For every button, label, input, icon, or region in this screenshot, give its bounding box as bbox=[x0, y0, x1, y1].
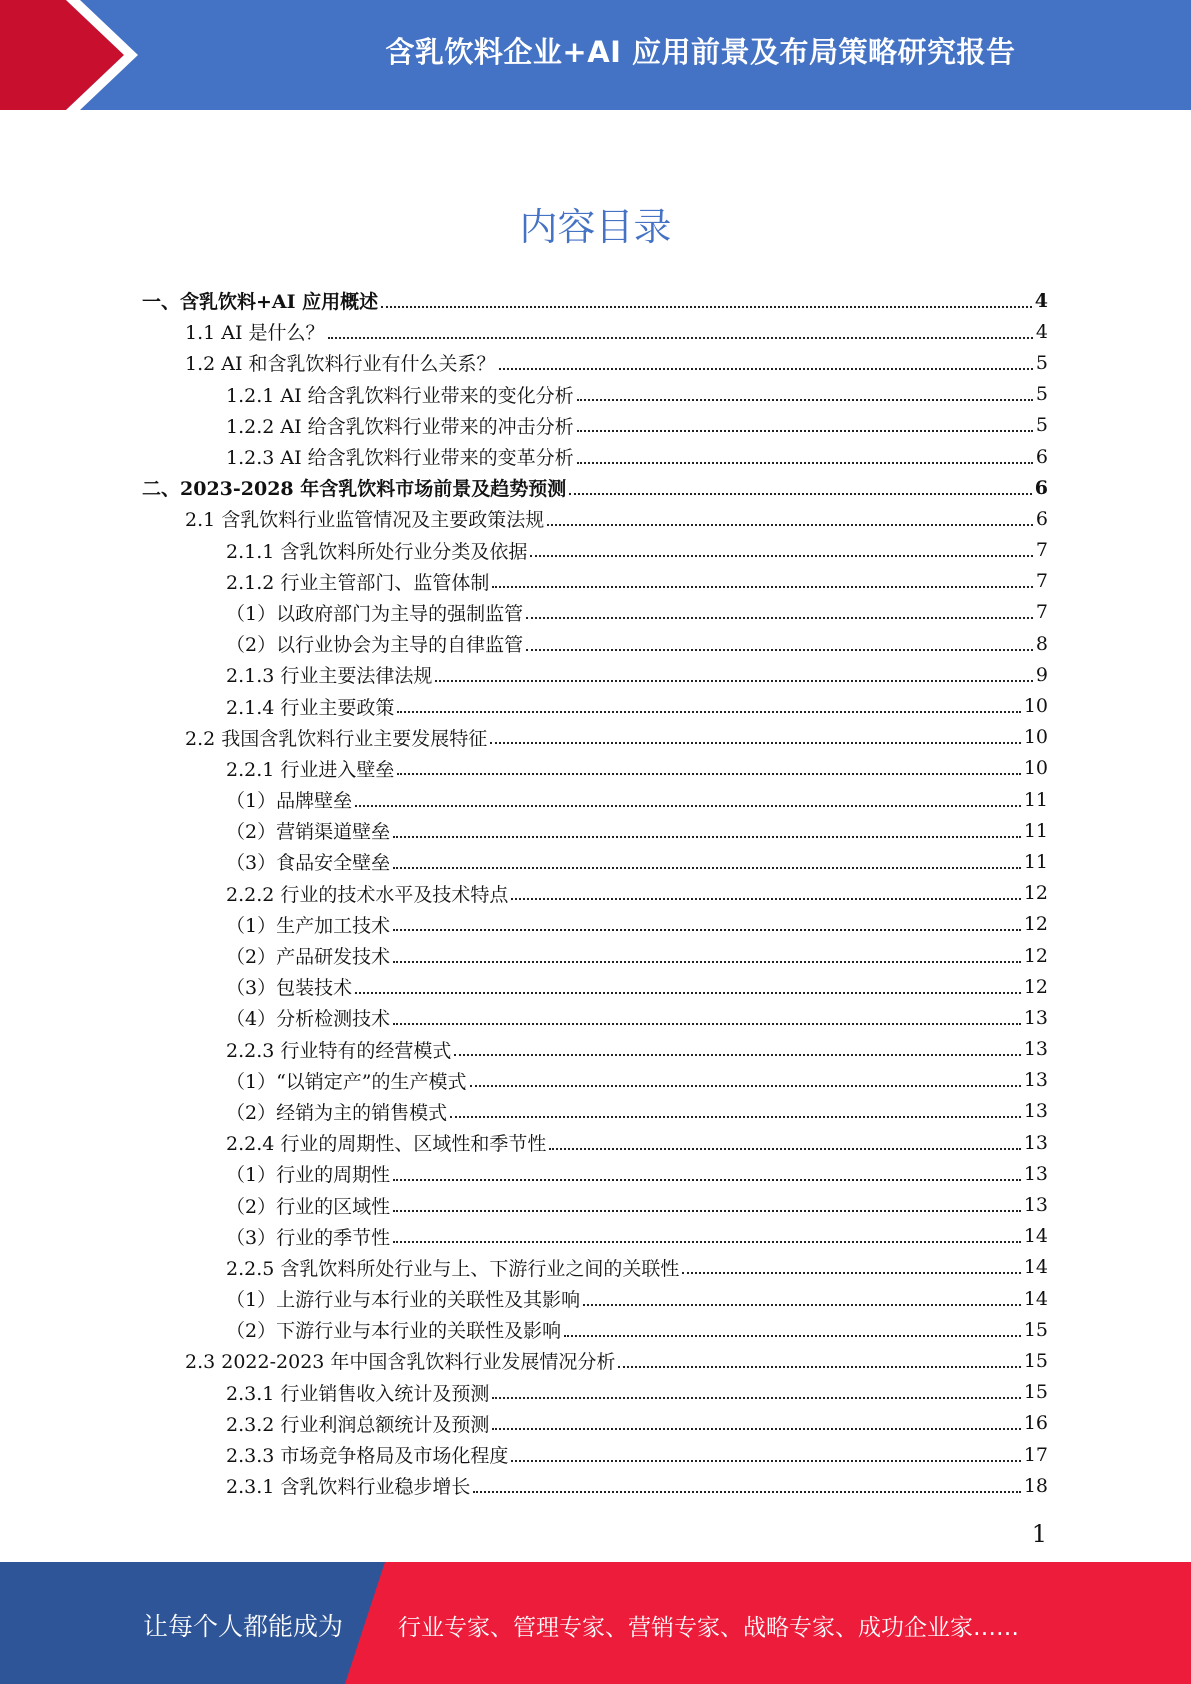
page-footer bbox=[0, 1562, 1191, 1684]
toc-entry-page: 17 bbox=[1023, 1443, 1048, 1466]
toc-entry-title: 二、2023-2028 年含乳饮料市场前景及趋势预测 bbox=[142, 478, 567, 501]
toc-entry[interactable] bbox=[142, 1002, 1048, 1033]
toc-entry-title: 2.3.2 行业利润总额统计及预测 bbox=[226, 1413, 490, 1436]
toc-entry[interactable] bbox=[142, 878, 1048, 909]
toc-entry-page: 14 bbox=[1023, 1256, 1048, 1279]
toc-entry[interactable] bbox=[142, 690, 1048, 721]
toc-entry-page: 13 bbox=[1023, 1194, 1048, 1217]
toc-entry[interactable] bbox=[142, 1283, 1048, 1314]
toc-entry[interactable] bbox=[142, 1189, 1048, 1220]
toc-entry-page: 5 bbox=[1035, 414, 1048, 437]
toc-dot-leader bbox=[549, 1148, 1020, 1150]
toc-entry-title: （2）以行业协会为主导的自律监管 bbox=[226, 634, 524, 657]
toc-entry-page: 13 bbox=[1023, 1006, 1048, 1029]
toc-entry[interactable] bbox=[142, 472, 1048, 503]
toc-entry-page: 6 bbox=[1034, 476, 1048, 499]
toc-entry[interactable] bbox=[142, 753, 1048, 784]
toc-entry-title: （2）经销为主的销售模式 bbox=[226, 1101, 448, 1124]
toc-entry-page: 10 bbox=[1023, 726, 1048, 749]
toc-entry[interactable] bbox=[142, 410, 1048, 441]
toc-dot-leader bbox=[577, 399, 1033, 401]
toc-entry-title: 1.2.2 AI 给含乳饮料行业带来的冲击分析 bbox=[226, 415, 574, 438]
toc-entry[interactable] bbox=[142, 285, 1048, 316]
toc-entry-page: 7 bbox=[1035, 570, 1048, 593]
toc-dot-leader bbox=[492, 1397, 1020, 1399]
toc-entry[interactable] bbox=[142, 1314, 1048, 1345]
toc-dot-leader bbox=[530, 555, 1033, 557]
toc-entry-page: 12 bbox=[1023, 913, 1048, 936]
toc-entry-title: （1）“以销定产”的生产模式 bbox=[226, 1070, 467, 1093]
toc-dot-leader bbox=[393, 1241, 1021, 1243]
toc-entry-page: 5 bbox=[1035, 383, 1048, 406]
toc-entry[interactable] bbox=[142, 1221, 1048, 1252]
toc-entry[interactable] bbox=[142, 441, 1048, 472]
footer-slogan: 让每个人都能成为 bbox=[143, 1612, 344, 1641]
toc-entry-page: 15 bbox=[1023, 1349, 1048, 1372]
toc-entry[interactable] bbox=[142, 379, 1048, 410]
toc-dot-leader bbox=[682, 1272, 1020, 1274]
toc-dot-leader bbox=[393, 836, 1021, 838]
toc-dot-leader bbox=[397, 711, 1020, 713]
toc-entry-page: 11 bbox=[1023, 850, 1048, 873]
toc-entry[interactable] bbox=[142, 503, 1048, 534]
toc-entry-page: 14 bbox=[1023, 1225, 1048, 1248]
toc-entry-page: 15 bbox=[1023, 1318, 1048, 1341]
toc-entry-title: （1）以政府部门为主导的强制监管 bbox=[226, 602, 524, 625]
toc-entry[interactable] bbox=[142, 659, 1048, 690]
toc-entry-title: 2.2.2 行业的技术水平及技术特点 bbox=[226, 883, 509, 906]
toc-entry[interactable] bbox=[142, 1127, 1048, 1158]
toc-dot-leader bbox=[511, 898, 1020, 900]
toc-entry-title: 2.3.3 市场竞争格局及市场化程度 bbox=[226, 1445, 509, 1468]
toc-entry[interactable] bbox=[142, 1252, 1048, 1283]
toc-entry[interactable] bbox=[142, 347, 1048, 378]
toc-entry-title: （2）产品研发技术 bbox=[226, 946, 391, 969]
toc-entry-page: 9 bbox=[1035, 663, 1048, 686]
toc-entry[interactable] bbox=[142, 1377, 1048, 1408]
toc-entry-page: 5 bbox=[1035, 351, 1048, 374]
toc-entry[interactable] bbox=[142, 1034, 1048, 1065]
toc-entry-title: （1）品牌壁垒 bbox=[226, 790, 353, 813]
toc-entry-title: （3）行业的季节性 bbox=[226, 1226, 391, 1249]
toc-entry-title: 2.2 我国含乳饮料行业主要发展特征 bbox=[185, 727, 488, 750]
toc-entry-title: （2）营销渠道壁垒 bbox=[226, 821, 391, 844]
toc-entry-page: 13 bbox=[1023, 1069, 1048, 1092]
toc-heading: 内容目录 bbox=[519, 205, 672, 249]
toc-dot-leader bbox=[355, 805, 1021, 807]
toc-dot-leader bbox=[393, 1179, 1021, 1181]
toc-entry-page: 13 bbox=[1023, 1131, 1048, 1154]
toc-dot-leader bbox=[393, 961, 1021, 963]
toc-dot-leader bbox=[470, 1085, 1021, 1087]
table-of-contents bbox=[142, 285, 1048, 1501]
toc-entry-title: 2.2.5 含乳饮料所处行业与上、下游行业之间的关联性 bbox=[226, 1257, 680, 1280]
toc-entry-page: 13 bbox=[1023, 1100, 1048, 1123]
toc-dot-leader bbox=[499, 368, 1033, 370]
toc-dot-leader bbox=[473, 1491, 1020, 1493]
toc-dot-leader bbox=[492, 1428, 1020, 1430]
toc-entry[interactable] bbox=[142, 815, 1048, 846]
toc-dot-leader bbox=[397, 773, 1020, 775]
toc-entry-page: 7 bbox=[1035, 601, 1048, 624]
toc-dot-leader bbox=[355, 992, 1021, 994]
toc-entry[interactable] bbox=[142, 1158, 1048, 1189]
toc-entry-title: 2.1.3 行业主要法律法规 bbox=[226, 665, 433, 688]
toc-entry[interactable] bbox=[142, 597, 1048, 628]
toc-entry-page: 11 bbox=[1023, 788, 1048, 811]
toc-entry[interactable] bbox=[142, 1345, 1048, 1376]
toc-dot-leader bbox=[577, 430, 1033, 432]
toc-dot-leader bbox=[618, 1366, 1020, 1368]
toc-entry-title: 2.1.4 行业主要政策 bbox=[226, 696, 395, 719]
toc-dot-leader bbox=[435, 680, 1033, 682]
toc-entry-title: （1）上游行业与本行业的关联性及其影响 bbox=[226, 1289, 581, 1312]
toc-entry-page: 14 bbox=[1023, 1287, 1048, 1310]
toc-entry-title: 1.2.3 AI 给含乳饮料行业带来的变革分析 bbox=[226, 447, 574, 470]
toc-entry[interactable] bbox=[142, 1065, 1048, 1096]
toc-dot-leader bbox=[393, 1210, 1021, 1212]
toc-entry-page: 16 bbox=[1023, 1412, 1048, 1435]
toc-dot-leader bbox=[577, 462, 1033, 464]
toc-entry-title: 2.2.3 行业特有的经营模式 bbox=[226, 1039, 452, 1062]
toc-entry-page: 12 bbox=[1023, 975, 1048, 998]
toc-entry[interactable] bbox=[142, 566, 1048, 597]
toc-entry-title: （3）包装技术 bbox=[226, 977, 353, 1000]
toc-entry-title: 1.2 AI 和含乳饮料行业有什么关系？ bbox=[185, 353, 496, 376]
toc-dot-leader bbox=[564, 1335, 1021, 1337]
toc-entry[interactable] bbox=[142, 535, 1048, 566]
toc-entry-title: 2.1.2 行业主管部门、监管体制 bbox=[226, 571, 490, 594]
toc-entry-page: 8 bbox=[1035, 632, 1048, 655]
toc-dot-leader bbox=[490, 742, 1021, 744]
toc-dot-leader bbox=[393, 929, 1021, 931]
toc-entry-page: 18 bbox=[1023, 1474, 1048, 1497]
toc-entry-page: 6 bbox=[1035, 507, 1048, 530]
toc-entry-page: 7 bbox=[1035, 539, 1048, 562]
toc-entry[interactable] bbox=[142, 722, 1048, 753]
toc-dot-leader bbox=[328, 337, 1033, 339]
toc-entry-page: 12 bbox=[1023, 944, 1048, 967]
toc-entry[interactable] bbox=[142, 628, 1048, 659]
toc-entry-page: 13 bbox=[1023, 1038, 1048, 1061]
toc-entry-title: 2.3.1 行业销售收入统计及预测 bbox=[226, 1382, 490, 1405]
toc-entry-title: 2.2.1 行业进入壁垒 bbox=[226, 758, 395, 781]
toc-entry-title: 2.1 含乳饮料行业监管情况及主要政策法规 bbox=[185, 509, 545, 532]
toc-dot-leader bbox=[492, 586, 1033, 588]
toc-entry-page: 4 bbox=[1035, 320, 1048, 343]
toc-dot-leader bbox=[381, 306, 1032, 308]
toc-entry-page: 12 bbox=[1023, 882, 1048, 905]
toc-entry[interactable] bbox=[142, 784, 1048, 815]
page-number: 1 bbox=[1031, 1520, 1047, 1548]
toc-entry[interactable] bbox=[142, 971, 1048, 1002]
report-title: 含乳饮料企业+AI 应用前景及布局策略研究报告 bbox=[385, 35, 1016, 69]
toc-dot-leader bbox=[393, 1023, 1021, 1025]
toc-entry-title: 一、含乳饮料+AI 应用概述 bbox=[142, 291, 379, 314]
toc-entry[interactable] bbox=[142, 316, 1048, 347]
toc-entry-page: 4 bbox=[1034, 289, 1048, 312]
toc-entry-title: 2.3 2022-2023 年中国含乳饮料行业发展情况分析 bbox=[185, 1351, 616, 1374]
toc-entry[interactable] bbox=[142, 1096, 1048, 1127]
toc-entry-page: 15 bbox=[1023, 1381, 1048, 1404]
toc-entry-title: （2）行业的区域性 bbox=[226, 1195, 391, 1218]
toc-entry-page: 10 bbox=[1023, 757, 1048, 780]
footer-expert-list: 行业专家、管理专家、营销专家、战略专家、成功企业家…… bbox=[398, 1615, 1019, 1641]
toc-entry[interactable] bbox=[142, 1470, 1048, 1501]
toc-dot-leader bbox=[454, 1054, 1020, 1056]
toc-entry[interactable] bbox=[142, 1408, 1048, 1439]
toc-dot-leader bbox=[569, 493, 1032, 495]
toc-entry-title: 1.1 AI 是什么？ bbox=[185, 322, 325, 345]
toc-entry-title: （3）食品安全壁垒 bbox=[226, 852, 391, 875]
toc-entry-page: 11 bbox=[1023, 819, 1048, 842]
toc-dot-leader bbox=[526, 649, 1033, 651]
toc-dot-leader bbox=[511, 1460, 1020, 1462]
toc-entry-page: 6 bbox=[1035, 445, 1048, 468]
toc-entry-title: 1.2.1 AI 给含乳饮料行业带来的变化分析 bbox=[226, 384, 574, 407]
toc-entry-title: 2.1.1 含乳饮料所处行业分类及依据 bbox=[226, 540, 528, 563]
toc-dot-leader bbox=[526, 617, 1033, 619]
toc-entry-title: 2.3.1 含乳饮料行业稳步增长 bbox=[226, 1476, 471, 1499]
toc-dot-leader bbox=[583, 1304, 1021, 1306]
toc-entry-page: 10 bbox=[1023, 695, 1048, 718]
page-header bbox=[0, 0, 1191, 110]
toc-entry[interactable] bbox=[142, 1439, 1048, 1470]
toc-dot-leader bbox=[547, 524, 1033, 526]
toc-dot-leader bbox=[393, 867, 1021, 869]
toc-entry-title: （1）行业的周期性 bbox=[226, 1164, 391, 1187]
toc-dot-leader bbox=[450, 1116, 1021, 1118]
toc-entry[interactable] bbox=[142, 909, 1048, 940]
toc-entry-title: （1）生产加工技术 bbox=[226, 914, 391, 937]
toc-entry-title: （4）分析检测技术 bbox=[226, 1008, 391, 1031]
toc-entry[interactable] bbox=[142, 846, 1048, 877]
toc-entry-title: （2）下游行业与本行业的关联性及影响 bbox=[226, 1320, 562, 1343]
toc-entry[interactable] bbox=[142, 940, 1048, 971]
toc-entry-page: 13 bbox=[1023, 1162, 1048, 1185]
toc-entry-title: 2.2.4 行业的周期性、区域性和季节性 bbox=[226, 1133, 547, 1156]
